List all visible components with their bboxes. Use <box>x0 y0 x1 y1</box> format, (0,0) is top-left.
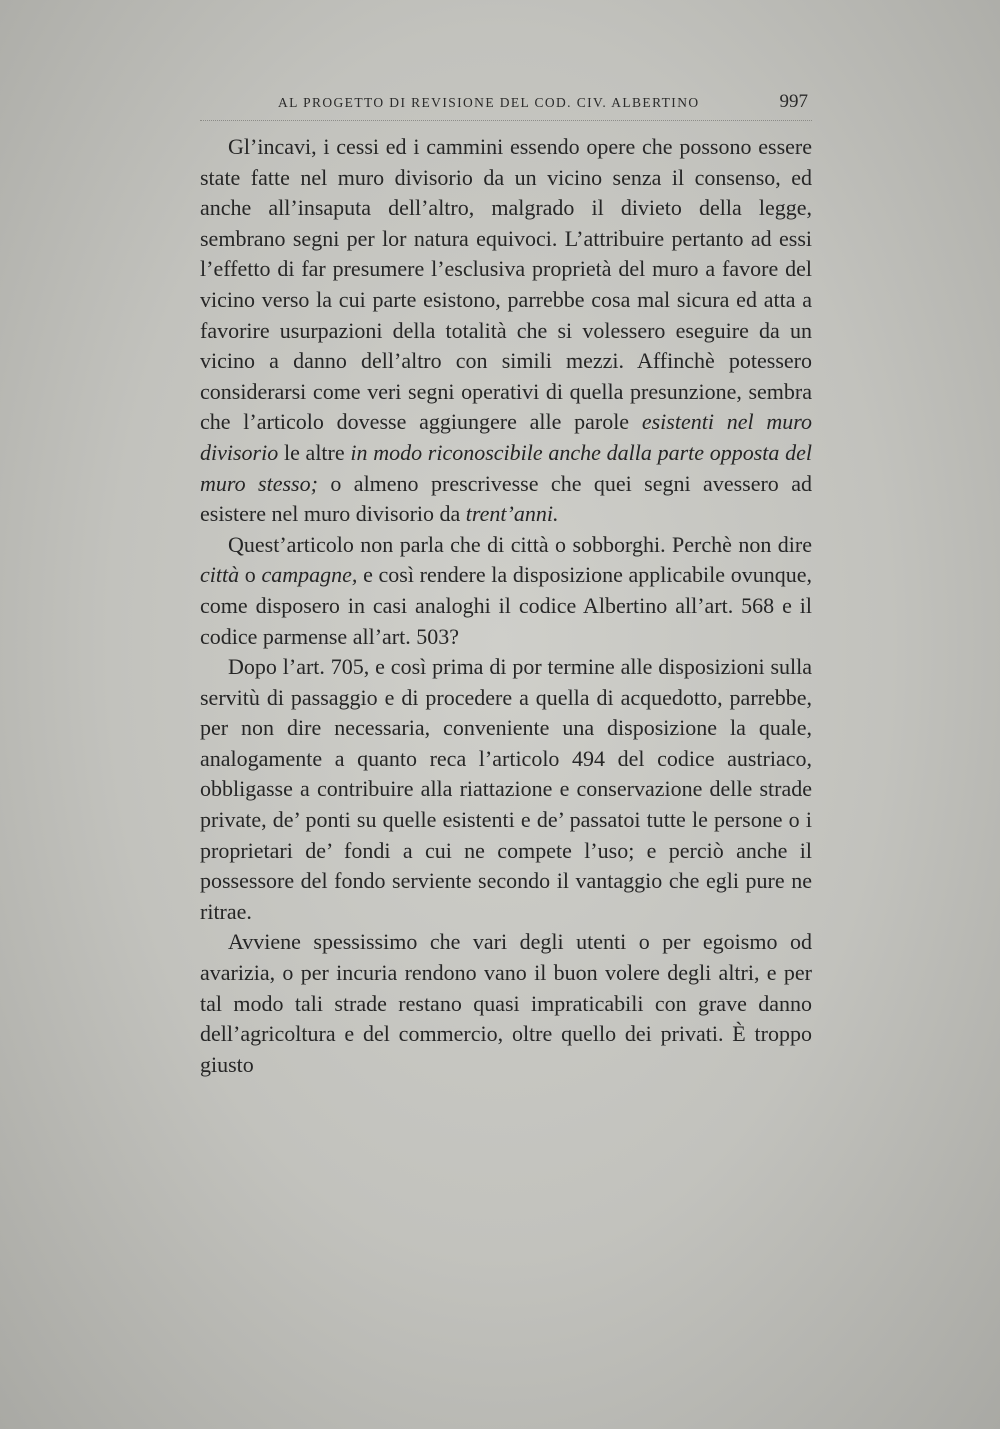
italic-span: in modo riconoscibile anche dalla parte opposta del muro stesso; <box>200 439 812 496</box>
running-title: AL PROGETTO DI REVISIONE DEL COD. CIV. ALBERTINO <box>278 95 700 110</box>
page-number: 997 <box>779 91 808 112</box>
text-span: le altre <box>278 439 351 465</box>
paragraph <box>200 652 812 927</box>
running-head <box>200 93 812 117</box>
paragraph <box>200 927 812 1080</box>
paragraph <box>200 132 812 530</box>
paragraph <box>200 530 812 652</box>
italic-span: città <box>200 562 240 588</box>
text-span: Quest’articolo non parla che di città o sobborghi. Perchè non dire <box>228 531 812 557</box>
text-span: o <box>239 562 262 588</box>
body-text <box>200 132 812 1272</box>
italic-span: campagne, <box>261 562 358 588</box>
text-span: Avviene spessissimo che vari degli utenti o per egoismo od avarizia, o per incuria rendono vano il buon volere degli altri, e per tal modo tali strade restano quasi impraticabili con grave danno dell’agricoltura e del commercio, oltre quello dei privati. È troppo giusto <box>200 929 812 1077</box>
text-span: o almeno prescrivesse che quei segni avessero ad esistere nel muro divisorio da <box>200 470 812 527</box>
text-span: Dopo l’art. 705, e così prima di por termine alle disposizioni sulla servitù di passaggio e di procedere a quella di acquedotto, parrebbe, per non dire necessaria, conveniente una disposizione la quale, analogamente a quanto reca l’articolo 494 del codice austriaco, obbligasse a contribuire alla riattazione e conservazione delle strade private, de’ ponti su quelle esistenti e de’ passatoi tutte le persone o i proprietari de’ fondi a cui ne compete l’uso; e perciò anche il possessore del fondo serviente secondo il vantaggio che egli pure ne ritrae. <box>200 654 812 924</box>
header-rule <box>200 120 812 121</box>
italic-span: trent’anni. <box>465 501 559 527</box>
italic-span: esistenti nel muro divisorio <box>200 409 812 465</box>
text-span: e così rendere la disposizione applicabile ovunque, come disposero in casi analoghi il codice Albertino all’art. 568 e il codice parmense all’art. 503? <box>200 562 812 649</box>
text-span: Gl’incavi, i cessi ed i cammini essendo opere che possono essere state fatte nel muro divisorio da un vicino senza il consenso, ed anche all’insaputa dell’altro, malgrado il divieto della legge, sembrano segni per lor natura equivoci. L’attribuire pertanto ad essi l’effetto di far presumere l’esclusiva proprietà del muro a favore del vicino verso la cui parte esistono, parrebbe cosa mal sicura ed atta a favorire usurpazioni della totalità che si volessero eseguire da un vicino a danno dell’altro con simili mezzi. Affinchè potessero considerarsi come veri segni operativi di quella presunzione, sembra che l’articolo dovesse aggiungere alle parole <box>200 134 812 435</box>
